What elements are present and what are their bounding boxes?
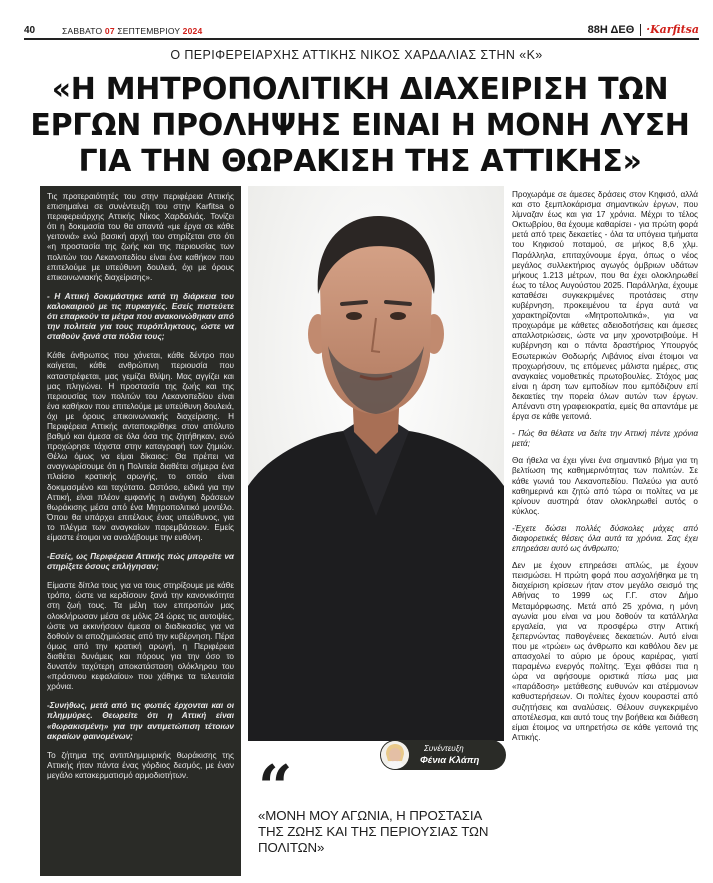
issue-date bbox=[62, 26, 202, 36]
section-brand bbox=[588, 23, 699, 36]
answer: Δεν με έχουν επηρεάσει απλώς, με έχουν πεισμώσει. Η πρώτη φορά που ασχολήθηκα με τη διαχείριση κρίσεων ήταν στον μεγάλο σεισμό της Αθήνας το 1999 ως Γ.Γ. στον Δήμο Μεταμόρφωσης. Μετά από 25 χρόνια, η μόνη αγωνία μου είναι να μου δοθούν τα κατάλληλα εργαλεία, για να προσφέρω στην Αττική ξεπερνώντας παθογένειες δεκαετιών. Αυτό είναι που με «τρώει» ως άνθρωπο και καθόλου δεν με απασχολεί το αύριο με όρους καριέρας, γιατί παραμένω ενεργός πολίτης. Έχει φθάσει πια η ώρα να αφήσουμε οριστικά πίσω μας μια «παράδοση» μετάθεσης ευθυνών και ατέρμονων καθυστερήσεων. Οι πολίτες έχουν κουραστεί από συζητήσεις και αναλύσεις. Θέλουν συγκεκριμένο αποτέλεσμα, και αυτό τους την βοήθεια και διάθεση είμαι έτοιμος να υπηρετήσω σε κάθε γειτονιά της Αττικής. bbox=[512, 561, 698, 742]
left-column bbox=[40, 186, 241, 876]
question: - Η Αττική δοκιμάστηκε κατά τη διάρκεια του καλοκαιριού με τις πυρκαγιές. Εσείς πιστεύετε ότι επαρκούν τα μέτρα που ανακοινώθηκαν από την πολιτεία για τους πυρόπληκτους, ώστε να σταθούν ξανά στα πόδια τους; bbox=[47, 291, 234, 342]
portrait-illustration bbox=[248, 186, 504, 741]
question: - Πώς θα θέλατε να δείτε την Αττική πέντε χρόνια μετά; bbox=[512, 429, 698, 449]
date-year: 2024 bbox=[182, 26, 203, 36]
section-label: 88Η ΔΕΘ bbox=[588, 24, 642, 36]
quote-mark-icon: “ bbox=[258, 753, 293, 823]
answer: Θα ήθελα να έχει γίνει ένα σημαντικό βήμα για τη βελτίωση της καθημερινότητας των πολιτών. Σε κάθε γωνιά του Λεκανοπεδίου. Παλεύω για αυτό καθημερινά και ζητώ από τώρα οι πολίτες να με κρίνουν αυστηρά όταν ολοκληρωθεί αυτός ο κύκλος. bbox=[512, 456, 698, 516]
brand-logo: ·Karfitsa bbox=[646, 23, 699, 36]
portrait-photo bbox=[248, 186, 504, 741]
question: -Έχετε δώσει πολλές δύσκολες μάχες από διαφορετικές θέσεις όλα αυτά τα χρόνια. Σας έχει επηρεάσει αυτό ως άνθρωπο; bbox=[512, 523, 698, 554]
question: -Συνήθως, μετά από τις φωτιές έρχονται και οι πλημμύρες. Θεωρείτε ότι η Αττική είναι «θωρακισμένη» για την αντιμετώπιση τέτοιων ακραίων φαινομένων; bbox=[47, 701, 234, 741]
question: -Εσείς, ως Περιφέρεια Αττικής πώς μπορείτε να στηρίξετε όσους επλήγησαν; bbox=[47, 552, 234, 572]
interview-label: Συνέντευξη bbox=[424, 744, 464, 753]
date-month: ΣΕΠΤΕΜΒΡΙΟΥ bbox=[117, 26, 181, 36]
interviewer-name: Φένια Κλάπη bbox=[420, 755, 480, 766]
interviewer-avatar bbox=[381, 741, 409, 769]
page-header bbox=[24, 22, 699, 40]
date-day: 07 bbox=[104, 26, 115, 36]
intro-paragraph: Τις προτεραιότητές του στην περιφέρεια Αττικής επισημαίνει σε συνέντευξη του στην Karfitsa ο περιφερειάρχης Αττικής Νίκος Χαρδαλιάς. Τονίζει ότι η δοκιμασία του θα απαντά «με έργα σε κάθε γειτονιά» ενώ βασική αρχή του στηρίζεται στο ότι «η προστασία της ζωής και της περιουσίας των πολιτών του Λεκανοπεδίου είναι ένα καθήκον που επιτελούμε με υπεύθυνη δουλειά, όχι με όρους επικοινωνιακής διαχείρισης». bbox=[47, 192, 234, 282]
article-headline: «Η ΜΗΤΡΟΠΟΛΙΤΙΚΗ ΔΙΑΧΕΙΡΙΣΗ ΤΩΝ ΕΡΓΩΝ ΠΡΟΛΗΨΗΣ ΕΙΝΑΙ Η ΜΟΝΗ ΛΥΣΗ ΓΙΑ ΤΗΝ ΘΩΡΑΚΙΣΗ ΤΗΣ ΑΤΤΙΚΗΣ» bbox=[30, 72, 690, 179]
answer: Είμαστε δίπλα τους για να τους στηρίξουμε με κάθε τρόπο, ώστε να κερδίσουν ξανά την κανονικότητα στη ζωή τους. Τα μέλη των επιτροπών μας ολοκλήρωσαν μέσα σε μόλις 24 ώρες τις αυτοψίες, ώστε να εκκινήσουν άμεσα οι διαδικασίες για να δοθούν οι αποζημιώσεις από την κυβέρνηση. Πέρα όμως από την κρατική αρωγή, η Περιφέρεια διαθέτει δυνάμεις και πόρους για την όσο το δυνατόν ταχύτερη αποκατάσταση ολόκληρου του «πράσινου κεφαλαίου» που χάθηκε τα τελευταία χρόνια. bbox=[47, 581, 234, 692]
article-kicker: Ο ΠΕΡΙΦΕΡΕΙΑΡΧΗΣ ΑΤΤΙΚΗΣ ΝΙΚΟΣ ΧΑΡΔΑΛΙΑΣ ΣΤΗΝ «Κ» bbox=[170, 48, 543, 62]
answer: Προχωράμε σε άμεσες δράσεις στον Κηφισό, αλλά και στο ξεμπλοκάρισμα σημαντικών έργων, που λίμναζαν έως και για 17 χρόνια. Μέχρι το τέλος Οκτωβρίου, θα έχουμε καθαρίσει - για πρώτη φορά μετά από τρεις δεκαετίες - όλα τα υπόγεια τμήματα του Κηφισού ποταμού, σε μήκος 8,6 χλμ. Παράλληλα, επιταχύνουμε έργα, όπως ο νέος μεγάλος συλλεκτήριος αγωγός όμβριων υδάτων μήκους 1.213 μέτρων, που θα έχει ολοκληρωθεί έως το τέλος Αυγούστου 2025. Παράλληλα, έχουμε καταθέσει συγκεκριμένες προτάσεις στην κυβέρνηση, προκειμένου τα έργα αυτά να χαρακτηρίζονται «Μητροπολιτικά», για να προχωράμε με κάθετες αδειοδοτήσεις και άμεσες απαλλοτριώσεις, ώστε να μην χρονοτριβούμε. Η κυβέρνηση και ο πάντα δραστήριος Υπουργός Εσωτερικών Θοδωρής Λιβάνιος είναι έτοιμοι να προχωρήσουν, τις επόμενες μάλιστα ημέρες, στις αναγκαίες νομοθετικές πρωτοβουλίες. Στόχος μας είναι η άρση των εμποδίων που εμπόδιζουν επί δεκαετίες την πορεία όλων αυτών των έργων. Απέναντι στη γραφειοκρατία, εμείς θα απαντάμε με έργα σε κάθε γειτονιά. bbox=[512, 190, 698, 422]
interview-byline bbox=[380, 740, 506, 770]
pull-quote: «ΜΟΝΗ ΜΟΥ ΑΓΩΝΙΑ, Η ΠΡΟΣΤΑΣΙΑ ΤΗΣ ΖΩΗΣ ΚΑΙ ΤΗΣ ΠΕΡΙΟΥΣΙΑΣ ΤΩΝ ΠΟΛΙΤΩΝ» bbox=[258, 808, 489, 855]
date-weekday: ΣΑΒΒΑΤΟ bbox=[62, 26, 103, 36]
right-column bbox=[512, 190, 698, 750]
page-number: 40 bbox=[24, 25, 36, 36]
answer: Κάθε άνθρωπος που χάνεται, κάθε δέντρο που καίγεται, κάθε ανθρώπινη περιουσία που καταστρέφεται, μας γεμίζει θλίψη. Μας αγγίζει και μας πληγώνει. Η προστασία της ζωής και της περιουσίας των πολιτών του Λεκανοπεδίου είναι ένα καθήκον που επιτελούμε με υπεύθυνη δουλειά, όχι με όρους επικοινωνιακής διαχείρισης. Η Περιφέρεια Αττικής ανταποκρίθηκε στον απόλυτο βαθμό και άμεσα σε όλα όσα της ζητήθηκαν, ενώ προχώρησε τάχιστα στην καταγραφή των ζημιών. Θέλω όμως να είμαι δίκαιος: Θα πρέπει να αναγνωρίσουμε ότι η Πολιτεία διαθέτει σήμερα ένα πλαίσιο κρατικής αρωγής, το οποίο είναι δοκιμασμένο και ταχύτατο. Ωστόσο, ειδικά για την Αττική, είναι πλέον εμφανής η ανάγκη δράσεων θωράκισης μέσα από ένα Μητροπολιτικό μοντέλο. Όπου θα υπάρχει επιτέλους ένας υπεύθυνος, για το πλέγμα των αναγκαίων παρεμβάσεων. Εμείς είμαστε έτοιμοι να αναλάβουμε την ευθύνη. bbox=[47, 351, 234, 542]
answer: Το ζήτημα της αντιπλημμυρικής θωράκισης της Αττικής ήταν πάντα ένας γόρδιος δεσμός, με έναν μεγάλο κατακερματισμό αρμοδιοτήτων. bbox=[47, 750, 234, 780]
